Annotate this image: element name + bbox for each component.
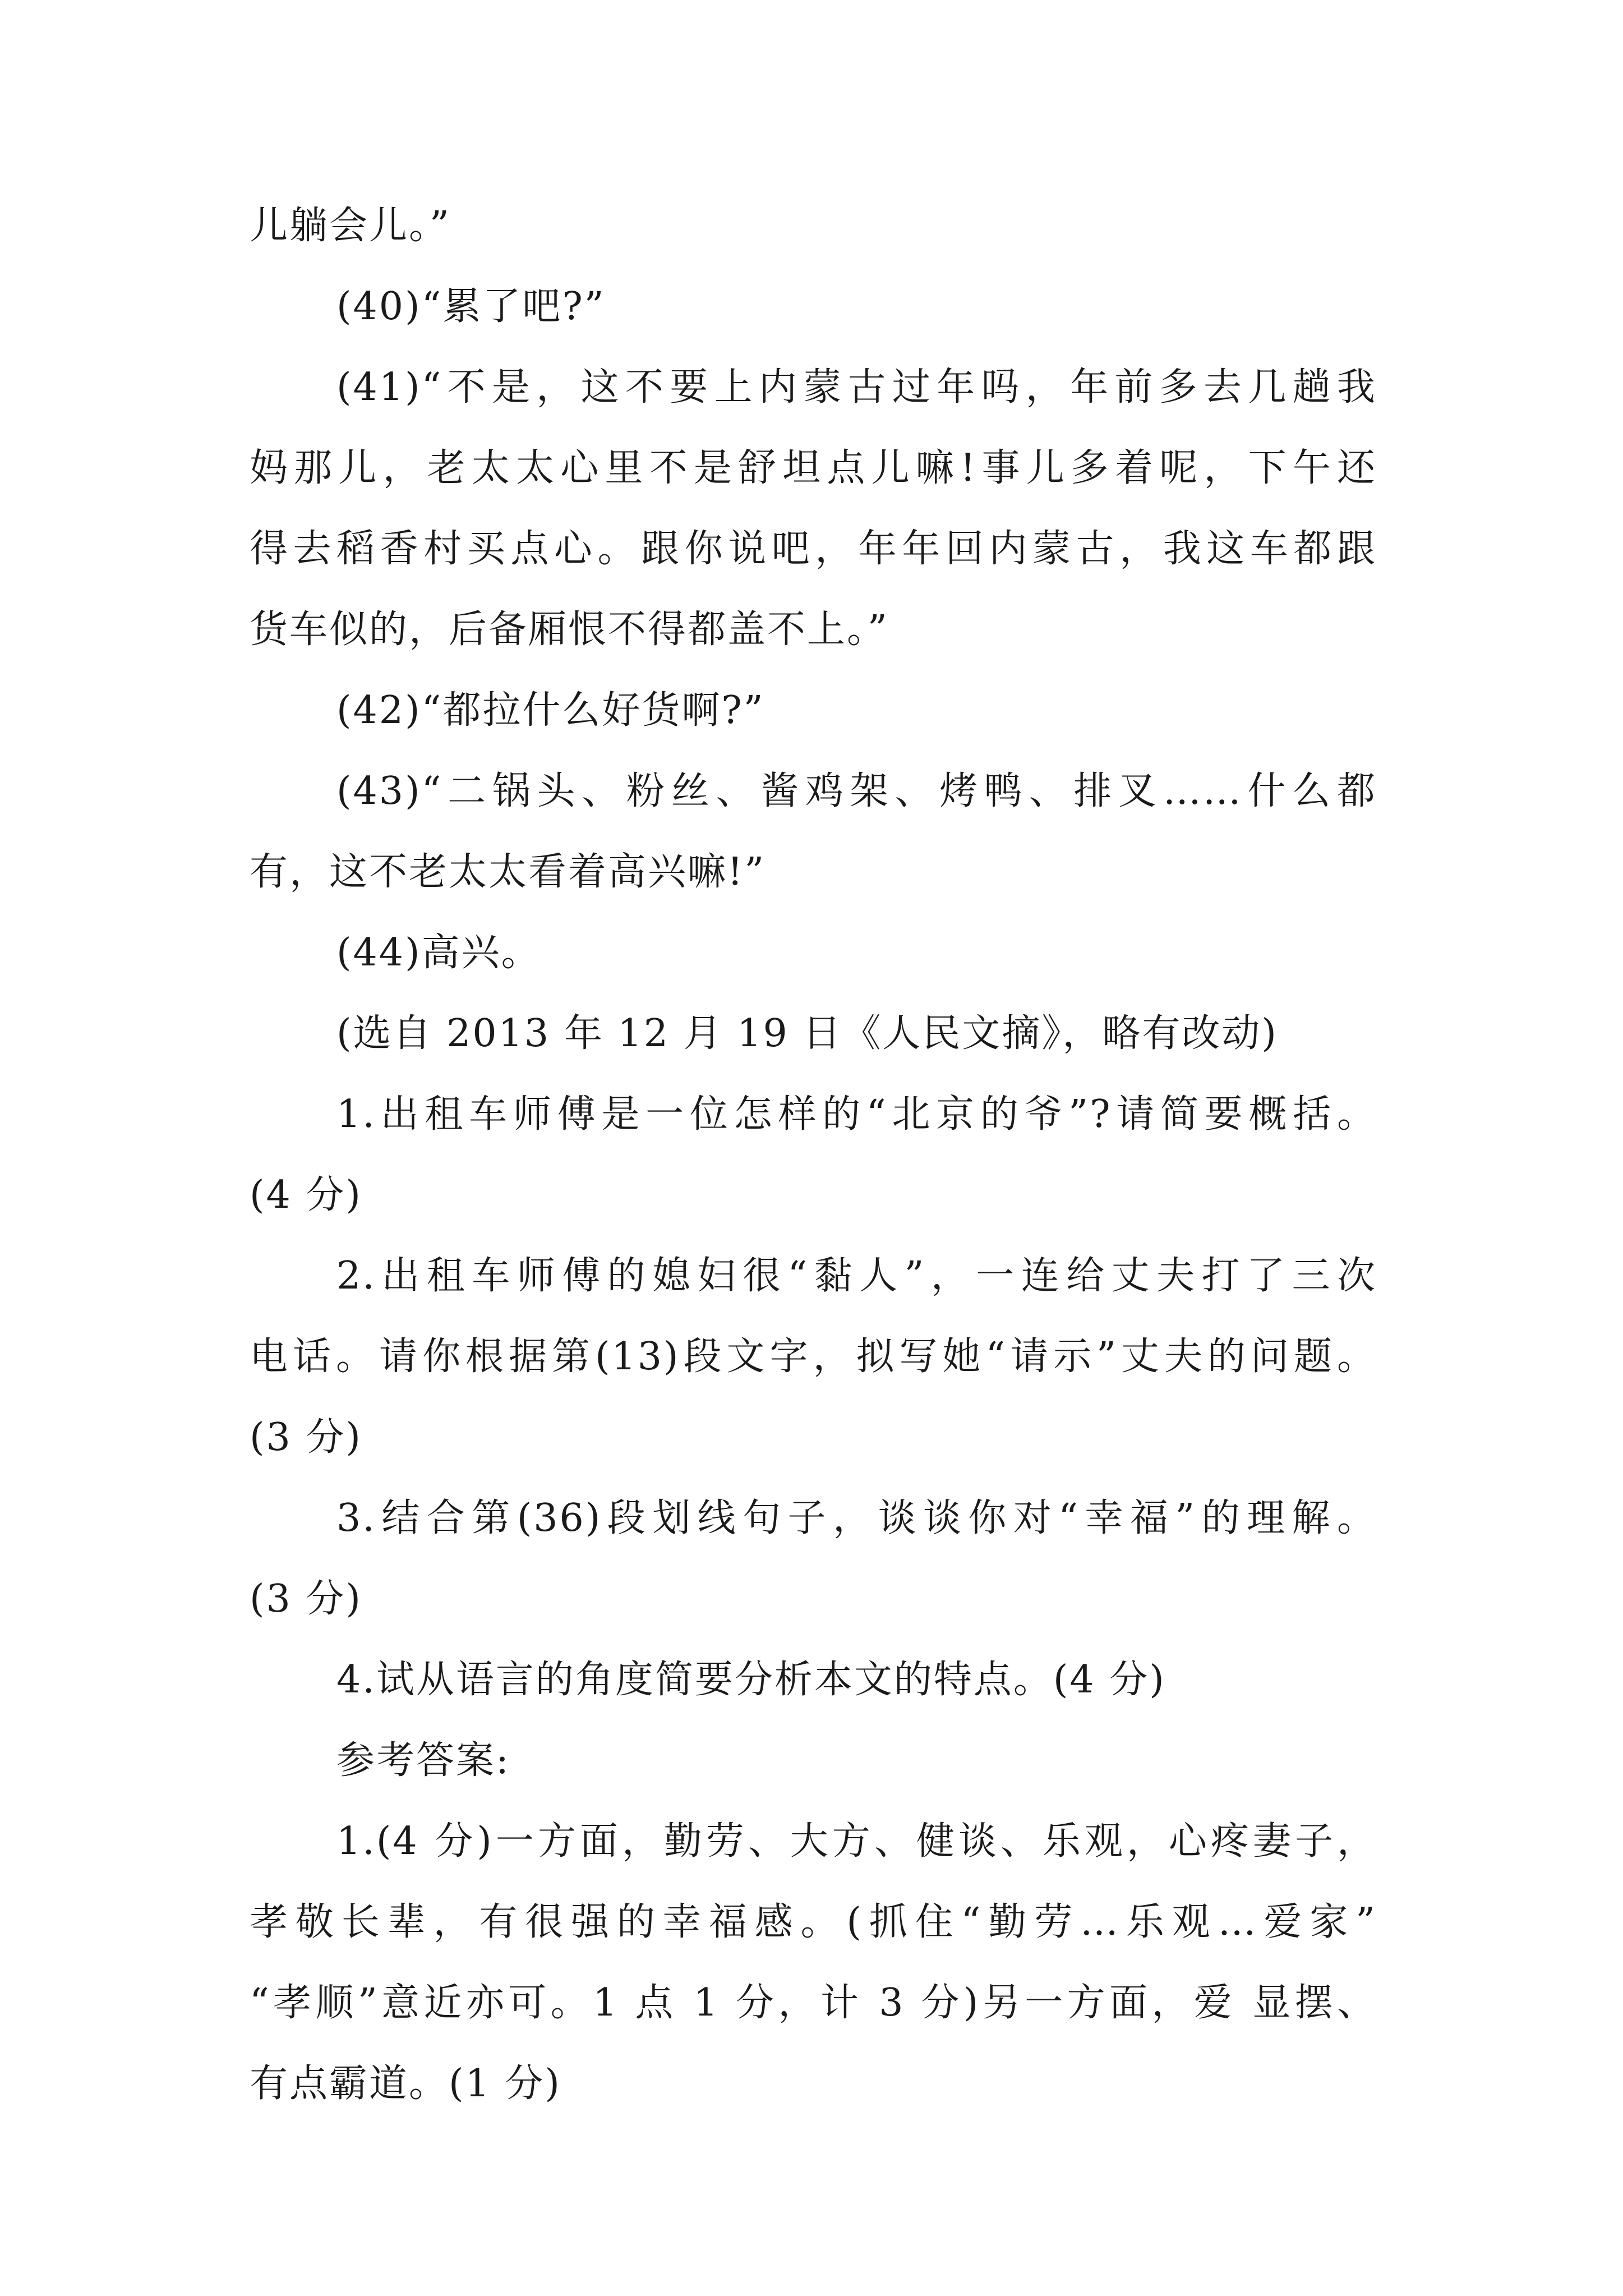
question-1: 1.出租车师傅是一位怎样的“北京的爷”?请简要概括。: [336, 1092, 1377, 1137]
text-line: 有，这不老太太看着高兴嘛!”: [250, 850, 766, 894]
text-line: 儿躺会儿。”: [250, 204, 451, 248]
question-3-score: (3 分): [250, 1577, 362, 1621]
text-line: (43)“二锅头、粉丝、酱鸡架、烤鸭、排叉……什么都: [336, 769, 1377, 813]
question-2-cont: 电话。请你根据第(13)段文字，拟写她“请示”丈夫的问题。: [250, 1335, 1377, 1379]
question-1-score: (4 分): [250, 1173, 362, 1217]
answer-1-cont: 孝敬长辈，有很强的幸福感。(抓住“勤劳…乐观…爱家”: [250, 1900, 1377, 1944]
text-line: 得去稻香村买点心。跟你说吧，年年回内蒙古，我这车都跟: [250, 527, 1377, 571]
answer-1-cont: 有点霸道。(1 分): [250, 2062, 561, 2106]
text-line: 货车似的，后备厢恨不得都盖不上。”: [250, 608, 889, 652]
answer-heading: 参考答案:: [336, 1738, 510, 1783]
question-4: 4.试从语言的角度简要分析本文的特点。(4 分): [336, 1658, 1166, 1702]
question-2: 2.出租车师傅的媳妇很“黏人”，一连给丈夫打了三次: [336, 1254, 1377, 1298]
text-line: (40)“累了吧?”: [336, 284, 606, 329]
text-line: (42)“都拉什么好货啊?”: [336, 688, 765, 733]
question-2-score: (3 分): [250, 1415, 362, 1460]
answer-1: 1.(4 分)一方面，勤劳、大方、健谈、乐观，心疼妻子，: [336, 1819, 1377, 1864]
text-line: 妈那儿，老太太心里不是舒坦点儿嘛!事儿多着呢，下午还: [250, 446, 1377, 490]
text-line: (44)高兴。: [336, 931, 541, 975]
answer-1-cont: “孝顺”意近亦可。1 点 1 分，计 3 分)另一方面，爱 显摆、: [250, 1981, 1377, 2025]
text-line: (41)“不是，这不要上内蒙古过年吗，年前多去几趟我: [336, 365, 1377, 409]
question-3: 3.结合第(36)段划线句子，谈谈你对“幸福”的理解。: [336, 1496, 1377, 1540]
source-citation: (选自 2013 年 12 月 19 日《人民文摘》，略有改动): [336, 1011, 1278, 1056]
